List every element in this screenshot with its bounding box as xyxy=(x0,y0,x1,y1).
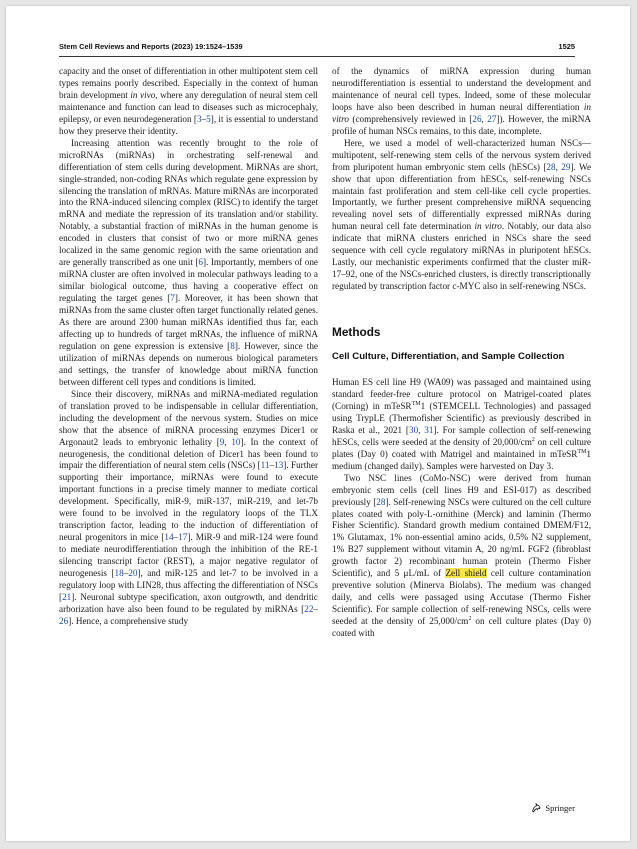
section-heading-methods: Methods xyxy=(332,325,381,340)
paper-page xyxy=(6,6,630,841)
page-number: 1525 xyxy=(558,42,575,51)
body-paragraph: Two NSC lines (CoMo-NSC) were derived from human embryonic stem cells (cell lines H9 and ESI-017) as described previously [28]. Self-renewing NSCs were cultured on the cell culture plates coated with poly-L-ornithine (Merck) and laminin (Thermo Fisher Scientific). Standard growth medium contained DMEM/F12, 1% Glutamax, 1% non-essential amino acids, 0.5% N2 supplement, 1% B27 supplement without vitamin A, 20 ng/mL FGF2 (fibroblast growth factor 2) recombinant human protein (Thermo Fisher Scientific), and 5 μL/mL of Zell shield cell culture contamination preventive solution (Minerva Biolabs). The medium was changed daily, and cells were passaged using Accutase (Thermo Fisher Scientific). For sample collection of self-renewing NSCs, cells were seeded at the density of $25,000/cm^2$ on cell culture plates (Day 0) coated with xyxy=(332,472,592,639)
left-column xyxy=(59,66,318,628)
body-paragraph: capacity and the onset of differentiation in other multipotent stem cell types remains poorly described. Especially in the context of human brain development in vivo, where any deregulation of neural stem cell maintenance and function can lead to diseases such as microcephaly, epilepsy, or even neurodegeneration [3–5], it is essential to understand how they preserve their identity. xyxy=(59,66,318,136)
body-paragraph: Human ES cell line H9 (WA09) was passaged and maintained using standard feeder-free culture protocol on Matrigel-coated plates (Corning) in mTeSR™1 (STEMCELL Technologies) and passaged using TrypLE (Thermofisher Scientific) as previously described in Raska et al., 2021 [30, 31]. For sample collection of self-renewing hESCs, cells were seeded at the density of $20,000/cm^2$ on cell culture plates (Day 0) coated with Matrigel and maintained in mTeSR™1 medium (changed daily). Samples were harvested on Day 3. xyxy=(332,377,592,471)
body-paragraph: of the dynamics of miRNA expression during human neurodifferentiation is essential to understand the development and maintenance of neural cell types. Indeed, some of these molecular loops have also been described in human neural differentiation in vitro (comprehensively reviewed in [26, 27]). However, the miRNA profile of human NSCs remains, to this date, incomplete. xyxy=(332,66,591,136)
right-column xyxy=(332,66,591,640)
springer-horse-icon xyxy=(531,802,542,813)
running-header-journal: Stem Cell Reviews and Reports (2023) 19:1524–1539 xyxy=(59,42,243,51)
publisher-logo xyxy=(531,802,575,813)
subsection-heading: Cell Culture, Differentiation, and Sample Collection xyxy=(332,351,565,363)
publisher-name: Springer xyxy=(545,802,575,813)
body-paragraph: Increasing attention was recently brought to the role of microRNAs (miRNAs) in orchestrating self-renewal and differentiation of stem cells during development. MiRNAs are short, single-stranded, non-coding RNAs which regulate gene expression by silencing the translation of mRNAs. Mature miRNAs are incorporated into the RNA-induced silencing complex (RISC) to identify the target mRNA and mediate the repression of its translation and/or stability. Notably, a substantial fraction of miRNAs in the human genome is encoded in clusters that consist of two or more miRNA genes localized in the same genomic region with the same orientation and are generally transcribed as one unit [6]. Importantly, members of one miRNA cluster are often involved in molecular pathways leading to a similar biological outcome, thus having a cooperative effect on regulating the target genes [7]. Moreover, it has been shown that miRNAs from the same cluster often target functionally related genes. As there are around 2300 human miRNAs identified thus far, each affecting up to hundreds of target mRNAs, the influence of miRNA regulation on gene expression is extensive [8]. However, since the utilization of miRNAs depends on numerous biological parameters and settings, the transfer of knowledge about miRNA function between different cell types and conditions is limited. xyxy=(59,137,318,387)
body-paragraph: Here, we used a model of well-characterized human NSCs—multipotent, self-renewing stem cells of the nervous system derived from pluripotent human embryonic stem cells (hESCs) [28, 29]. We show that upon differentiation from hESCs, self-renewing NSCs maintain fast proliferation and stem cell-like cell cycle properties. Importantly, we further present comprehensive miRNA sequencing revealing novel sets of differentially expressed miRNAs during human neural cell fate determination in vitro. Notably, our data also indicate that miRNA clusters enriched in NSCs share the seed sequence with cell cycle regulatory miRNAs in pluripotent hESCs. Lastly, our mechanistic experiments confirmed that the cluster miR-17–92, one of the NSCs-enriched clusters, is directly transcriptionally regulated by transcription factor c-MYC also in self-renewing NSCs. xyxy=(332,137,592,292)
header-rule xyxy=(59,56,575,57)
body-paragraph: Since their discovery, miRNAs and miRNA-mediated regulation of translation proved to be indispensable in cellular differentiation, including the development of the nervous system. Studies on mice show that the absence of miRNA processing enzymes Dicer1 or Argonaut2 leads to embryonic lethality [9, 10]. In the context of neurogenesis, the conditional deletion of Dicer1 has been found to impair the differentiation of neural stem cells (NSCs) [11–13]. Further supporting their importance, miRNAs were found to execute important functions in a precise timely manner to mediate cortical development. Specifically, miR-9, miR-137, miR-219, and let-7b were found to be involved in the regulatory loops of the TLX transcription factor, leading to the induction of differentiation of neural progenitors in mice [14–17]. MiR-9 and miR-124 were found to mediate neurodifferentiation through the inhibition of the RE-1 silencing transcript factor (REST), a major negative regulator of neurogenesis [18–20], and miR-125 and let-7 to be involved in a regulatory loop with LIN28, thus affecting the differentiation of NSCs [21]. Neuronal subtype specification, axon outgrowth, and dendritic arborization have also been found to be regulated by miRNAs [22–26]. Hence, a comprehensive study xyxy=(59,388,319,626)
